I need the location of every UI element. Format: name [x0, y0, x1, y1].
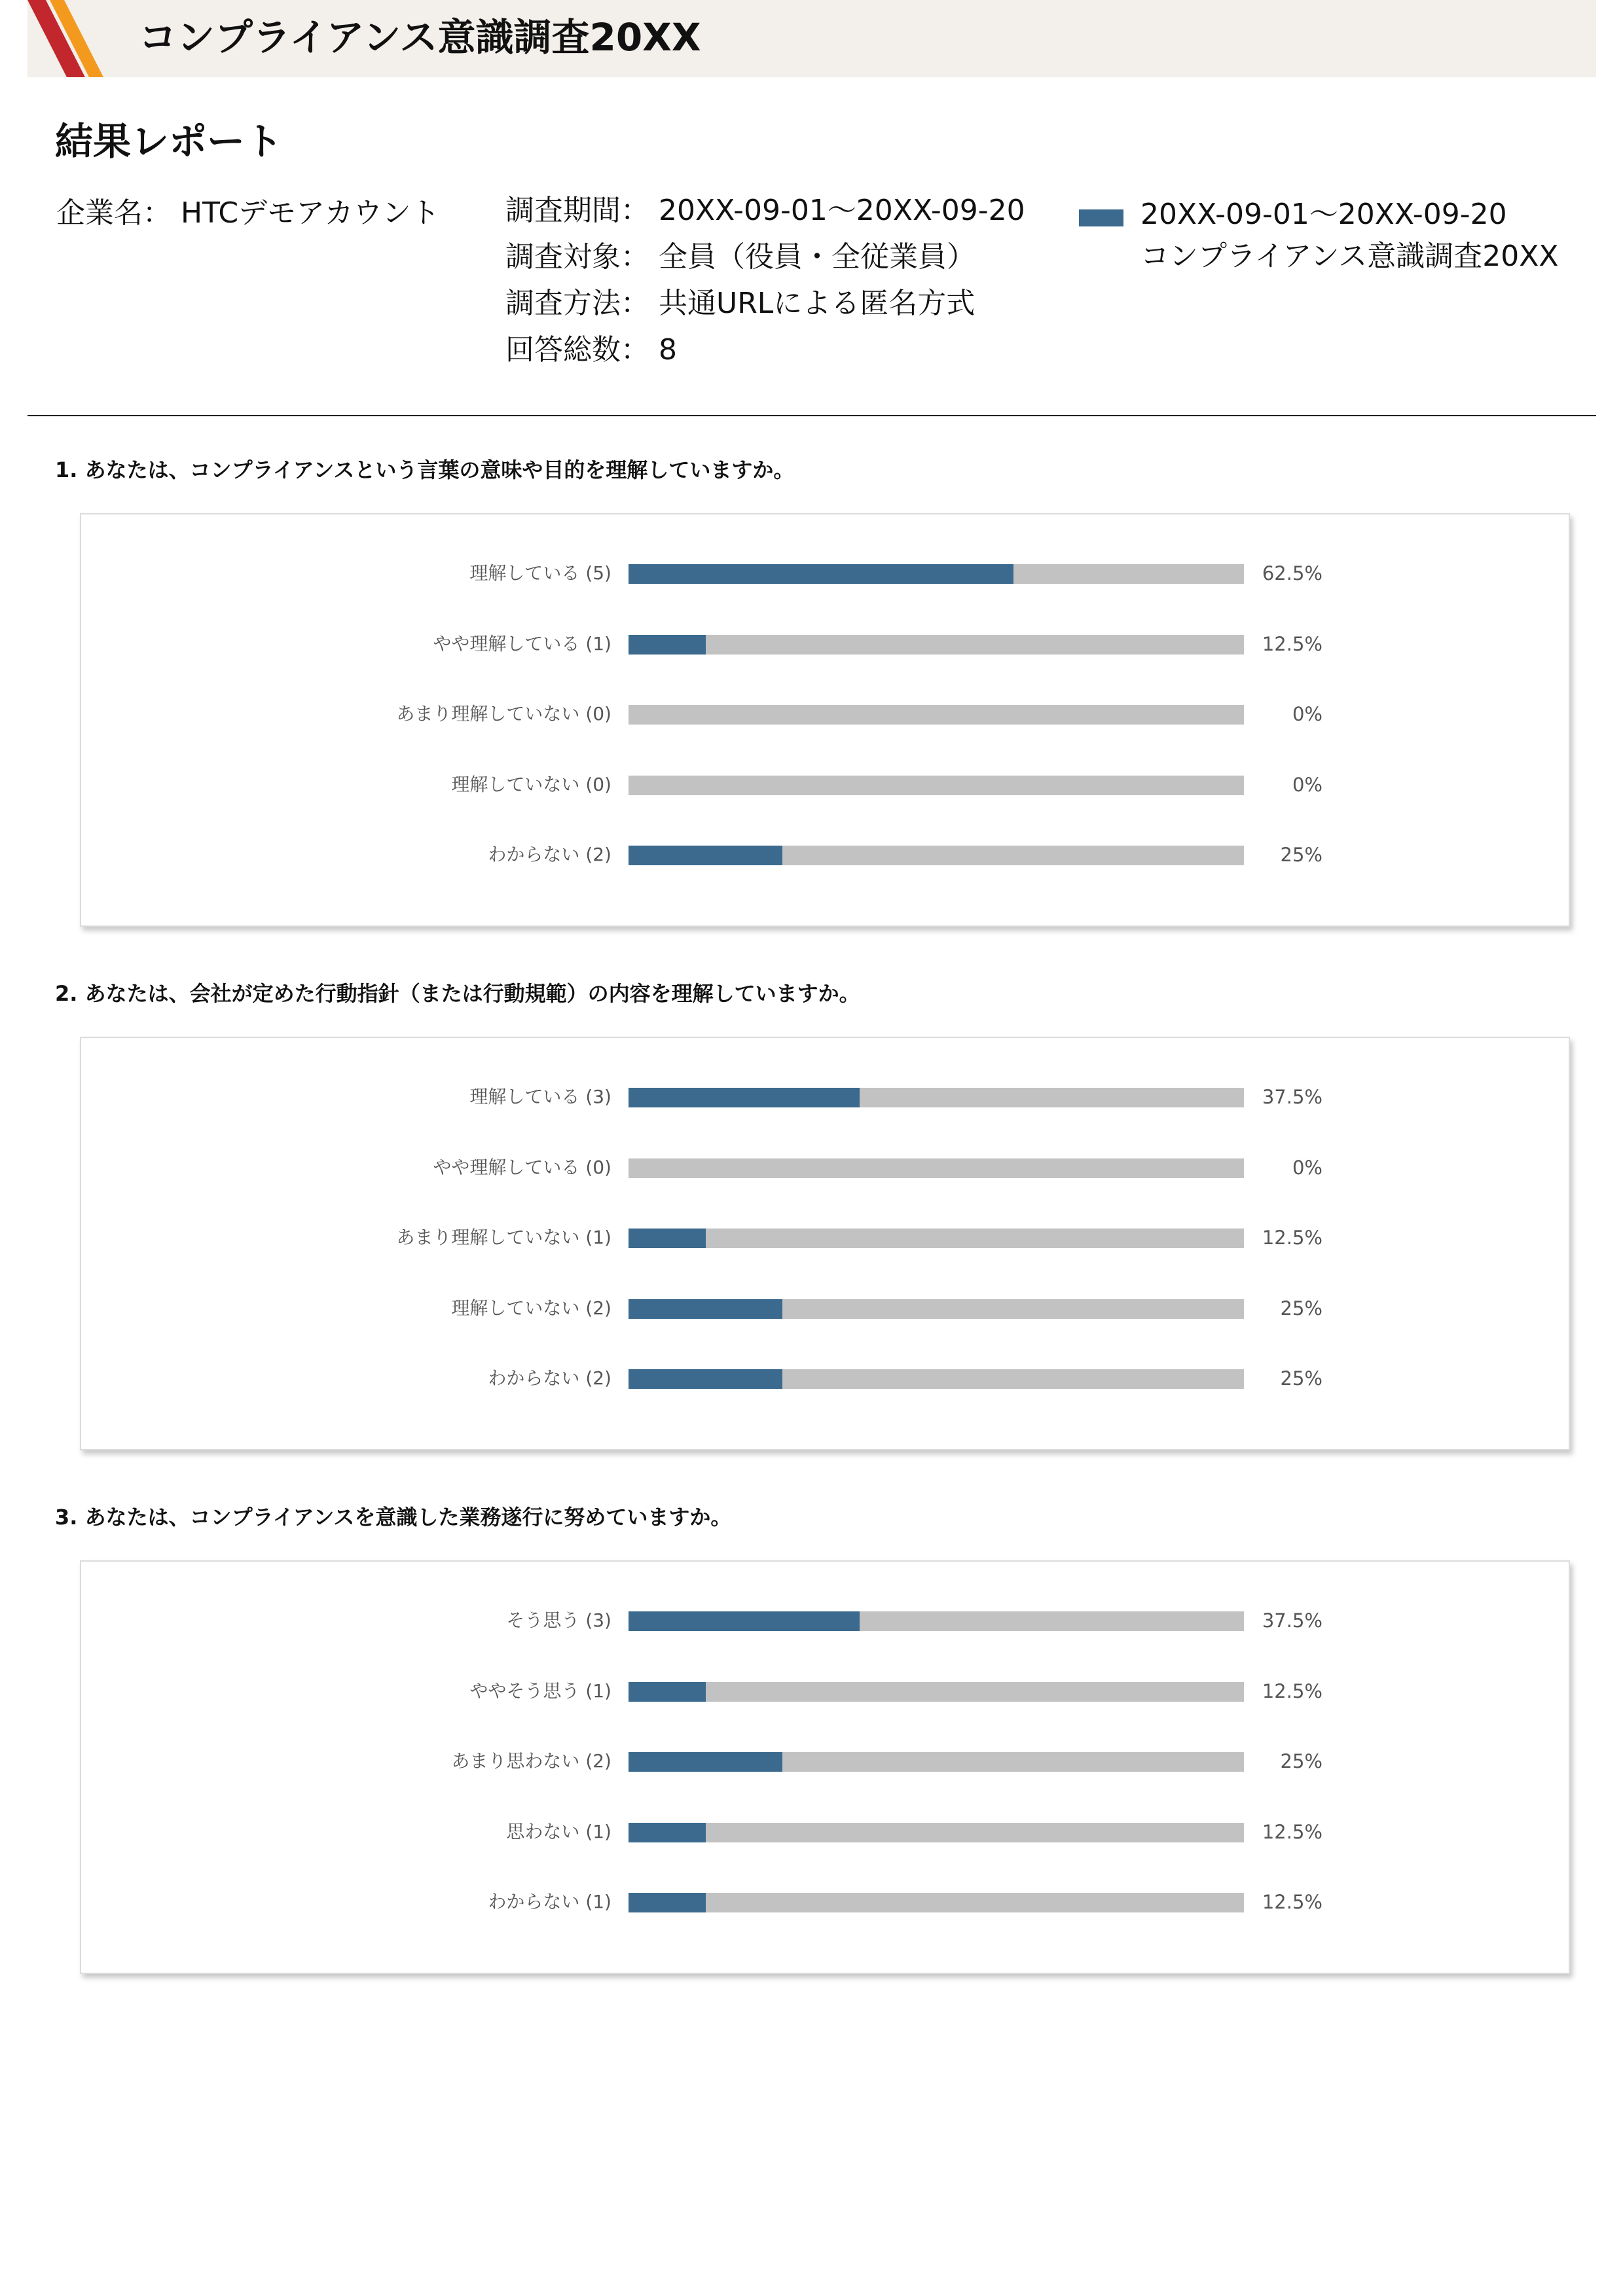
- q3-bar-4: [629, 1823, 706, 1842]
- q3-bar-track-1: [629, 1611, 1244, 1631]
- q2-bar-row-4: [81, 1289, 1569, 1328]
- survey-method-label: 調査方法：: [505, 287, 649, 320]
- q1-value-label-3: 0%: [1292, 703, 1322, 725]
- q2-category-label-5: わからない (2): [488, 1367, 611, 1389]
- company-value: HTCデモアカウント: [181, 196, 440, 230]
- q1-bar-row-2: [81, 624, 1569, 664]
- q3-value-label-2: 12.5%: [1262, 1679, 1322, 1702]
- q2-value-label-2: 0%: [1292, 1156, 1322, 1179]
- q3-bar-track-4: [629, 1823, 1244, 1842]
- q2-bar-track-4: [629, 1299, 1244, 1319]
- q1-bar-5: [629, 846, 782, 865]
- q3-category-label-5: わからない (1): [488, 1891, 611, 1912]
- q3-value-label-4: 12.5%: [1262, 1820, 1322, 1843]
- q3-bar-1: [629, 1611, 860, 1631]
- q3-bar-row-3: [81, 1742, 1569, 1781]
- survey-method-value: 共通URLによる匿名方式: [659, 287, 976, 320]
- survey-period-row: [505, 191, 1025, 238]
- question-2-title: 2. あなたは、会社が定めた行動指針（または行動規範）の内容を理解していますか。: [55, 981, 860, 1006]
- q2-value-label-5: 25%: [1280, 1367, 1322, 1390]
- q1-category-label-1: 理解している (5): [469, 562, 611, 584]
- logo-stripes-icon: [27, 0, 106, 77]
- report-heading: 結果レポート: [55, 119, 283, 164]
- q1-value-label-5: 25%: [1280, 844, 1322, 866]
- q3-bar-track-5: [629, 1893, 1244, 1912]
- q3-bar-row-5: [81, 1882, 1569, 1922]
- q2-category-label-4: 理解していない (2): [451, 1297, 611, 1319]
- legend-text: [1140, 194, 1559, 278]
- q1-bar-row-5: [81, 835, 1569, 874]
- q1-value-label-1: 62.5%: [1262, 562, 1322, 584]
- q3-category-label-3: あまり思わない (2): [451, 1750, 611, 1772]
- survey-info: [505, 191, 1025, 377]
- q1-bar-row-3: [81, 694, 1569, 734]
- q3-bar-2: [629, 1682, 706, 1702]
- q3-category-label-2: ややそう思う (1): [469, 1679, 611, 1702]
- q3-value-label-1: 37.5%: [1262, 1609, 1322, 1632]
- q2-bar-track-2: [629, 1158, 1244, 1178]
- question-2-chart: [80, 1037, 1570, 1450]
- q2-value-label-3: 12.5%: [1262, 1227, 1322, 1249]
- question-1-title: 1. あなたは、コンプライアンスという言葉の意味や目的を理解していますか。: [55, 457, 795, 482]
- q2-category-label-3: あまり理解していない (1): [396, 1227, 611, 1248]
- q3-bar-track-3: [629, 1752, 1244, 1772]
- q2-bar-track-1: [629, 1088, 1244, 1107]
- q2-bar-1: [629, 1088, 860, 1107]
- q1-category-label-3: あまり理解していない (0): [396, 703, 611, 725]
- company-info: [56, 194, 440, 233]
- response-count-label: 回答総数：: [505, 333, 649, 367]
- q2-value-label-1: 37.5%: [1262, 1086, 1322, 1108]
- q2-bar-track-3: [629, 1229, 1244, 1248]
- section-divider: [27, 415, 1596, 416]
- q3-bar-5: [629, 1893, 706, 1912]
- q2-bar-row-5: [81, 1359, 1569, 1398]
- q3-bar-track-2: [629, 1682, 1244, 1702]
- q3-value-label-3: 25%: [1280, 1750, 1322, 1772]
- q1-bar-track-2: [629, 635, 1244, 655]
- question-3-title: 3. あなたは、コンプライアンスを意識した業務遂行に努めていますか。: [55, 1505, 732, 1530]
- survey-target-value: 全員（役員・全従業員）: [659, 240, 976, 274]
- q2-bar-row-3: [81, 1218, 1569, 1257]
- q1-bar-track-5: [629, 846, 1244, 865]
- q2-category-label-1: 理解している (3): [469, 1086, 611, 1107]
- q3-bar-row-2: [81, 1672, 1569, 1711]
- survey-method-row: [505, 284, 1025, 331]
- survey-period-value: 20XX-09-01〜20XX-09-20: [659, 194, 1025, 227]
- legend-survey-name: コンプライアンス意識調査20XX: [1140, 240, 1559, 273]
- response-count-row: [505, 331, 1025, 377]
- question-3-chart: [80, 1560, 1570, 1974]
- q1-bar-track-4: [629, 776, 1244, 795]
- q1-category-label-5: わからない (2): [488, 844, 611, 865]
- q2-bar-3: [629, 1229, 706, 1248]
- q1-bar-1: [629, 564, 1013, 584]
- q2-bar-track-5: [629, 1369, 1244, 1389]
- q3-category-label-1: そう思う (3): [506, 1609, 611, 1631]
- q1-bar-track-1: [629, 564, 1244, 584]
- company-label: 企業名：: [56, 196, 172, 230]
- q3-category-label-4: 思わない (1): [506, 1820, 611, 1842]
- q1-category-label-2: やや理解している (1): [433, 632, 611, 655]
- q3-bar-row-4: [81, 1812, 1569, 1852]
- survey-period-label: 調査期間：: [505, 194, 649, 227]
- header-title: コンプライアンス意識調査20XX: [139, 15, 701, 60]
- q1-value-label-4: 0%: [1292, 773, 1322, 796]
- header-band: [27, 0, 1596, 77]
- q2-bar-5: [629, 1369, 782, 1389]
- q1-bar-row-1: [81, 554, 1569, 593]
- legend-swatch: [1079, 209, 1123, 226]
- survey-target-label: 調査対象：: [505, 240, 649, 274]
- q2-category-label-2: やや理解している (0): [433, 1156, 611, 1178]
- legend-period: 20XX-09-01〜20XX-09-20: [1140, 198, 1507, 231]
- q1-bar-row-4: [81, 765, 1569, 804]
- q3-bar-row-1: [81, 1601, 1569, 1640]
- q2-value-label-4: 25%: [1280, 1297, 1322, 1319]
- response-count-value: 8: [659, 333, 677, 367]
- q1-value-label-2: 12.5%: [1262, 632, 1322, 655]
- q2-bar-4: [629, 1299, 782, 1319]
- q2-bar-row-2: [81, 1148, 1569, 1187]
- q1-bar-track-3: [629, 705, 1244, 725]
- q1-category-label-4: 理解していない (0): [451, 773, 611, 795]
- q3-value-label-5: 12.5%: [1262, 1891, 1322, 1913]
- survey-target-row: [505, 238, 1025, 284]
- question-1-chart: [80, 513, 1570, 927]
- q3-bar-3: [629, 1752, 782, 1772]
- q2-bar-row-1: [81, 1077, 1569, 1117]
- q1-bar-2: [629, 635, 706, 655]
